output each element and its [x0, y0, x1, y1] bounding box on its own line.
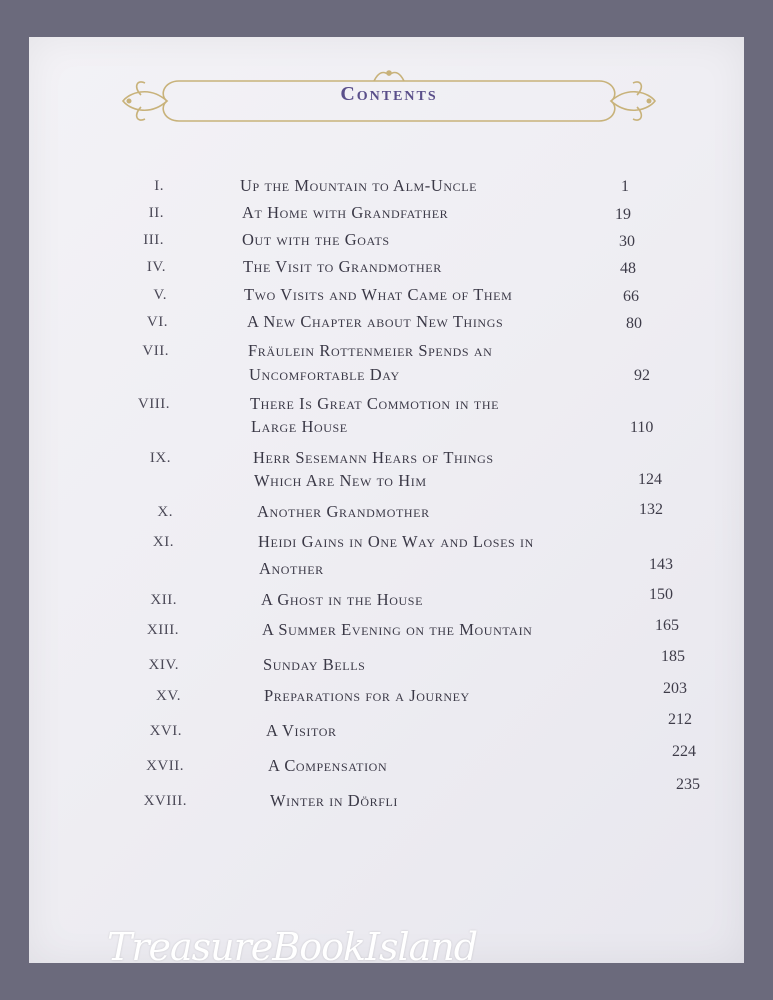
page-number: 48	[620, 260, 636, 277]
chapter-number: V.	[153, 287, 167, 303]
page-number: 124	[638, 471, 662, 488]
chapter-number: VIII.	[137, 396, 170, 412]
page-number: 66	[623, 288, 639, 305]
chapter-number: XIII.	[146, 622, 179, 638]
chapter-title-continued: Which Are New to Him	[254, 471, 427, 490]
chapter-number: XVII.	[146, 758, 184, 774]
chapter-number: XVIII.	[143, 793, 187, 809]
chapter-title: Up the Mountain to Alm-Uncle	[240, 176, 478, 195]
watermark-signature: TreasureBookIsland	[107, 925, 478, 969]
chapter-title: Out with the Goats	[242, 230, 390, 249]
chapter-title: A Summer Evening on the Mountain	[262, 620, 533, 639]
chapter-number: XVI.	[149, 723, 182, 739]
page-number: 19	[615, 206, 631, 223]
chapter-number: XIV.	[148, 657, 179, 673]
chapter-title-continued: Large House	[251, 417, 348, 436]
page-number: 224	[672, 743, 696, 760]
chapter-title: A Compensation	[268, 756, 388, 775]
page-number: 110	[630, 419, 654, 436]
chapter-title: The Visit to Grandmother	[243, 257, 442, 276]
chapter-title: A Visitor	[266, 721, 337, 740]
contents-banner	[119, 65, 659, 135]
chapter-title: There Is Great Commotion in the	[250, 394, 500, 413]
page-number: 92	[634, 367, 650, 384]
chapter-title: A Ghost in the House	[261, 590, 423, 609]
page-number: 30	[619, 233, 635, 250]
chapter-number: IX.	[149, 450, 171, 466]
page-number: 80	[626, 315, 642, 332]
chapter-number: XV.	[156, 688, 181, 704]
page-number: 150	[649, 586, 673, 603]
chapter-title: Herr Sesemann Hears of Things	[253, 448, 494, 467]
chapter-title: Another Grandmother	[257, 502, 430, 521]
book-page	[29, 37, 744, 969]
chapter-title: Sunday Bells	[263, 655, 366, 674]
chapter-number: IV.	[146, 259, 166, 275]
chapter-number: I.	[154, 178, 164, 194]
chapter-title: Winter in Dörfli	[270, 791, 398, 810]
chapter-number: III.	[143, 232, 164, 248]
chapter-title: Preparations for a Journey	[264, 686, 470, 705]
chapter-number: II.	[148, 205, 164, 221]
chapter-number: VII.	[142, 343, 169, 359]
page-number: 132	[639, 501, 663, 518]
chapter-title: A New Chapter about New Things	[247, 312, 504, 331]
chapter-number: XI.	[152, 534, 174, 550]
chapter-number: XII.	[150, 592, 177, 608]
page-title: Contents	[340, 83, 438, 105]
page-number: 143	[649, 556, 673, 573]
chapter-title: Fräulein Rottenmeier Spends an	[248, 341, 493, 360]
page-number: 1	[621, 178, 629, 195]
chapter-title: Heidi Gains in One Way and Loses in	[258, 532, 534, 551]
page-number: 235	[676, 776, 700, 793]
chapter-title-continued: Uncomfortable Day	[249, 365, 400, 384]
page-number: 212	[668, 711, 692, 728]
chapter-title: Two Visits and What Came of Them	[244, 285, 513, 304]
page-number: 185	[661, 648, 685, 665]
page-number: 203	[663, 680, 687, 697]
chapter-number: VI.	[146, 314, 168, 330]
page-number: 165	[655, 617, 679, 634]
chapter-title-continued: Another	[259, 559, 324, 578]
chapter-number: X.	[157, 504, 173, 520]
chapter-title: At Home with Grandfather	[242, 203, 449, 222]
